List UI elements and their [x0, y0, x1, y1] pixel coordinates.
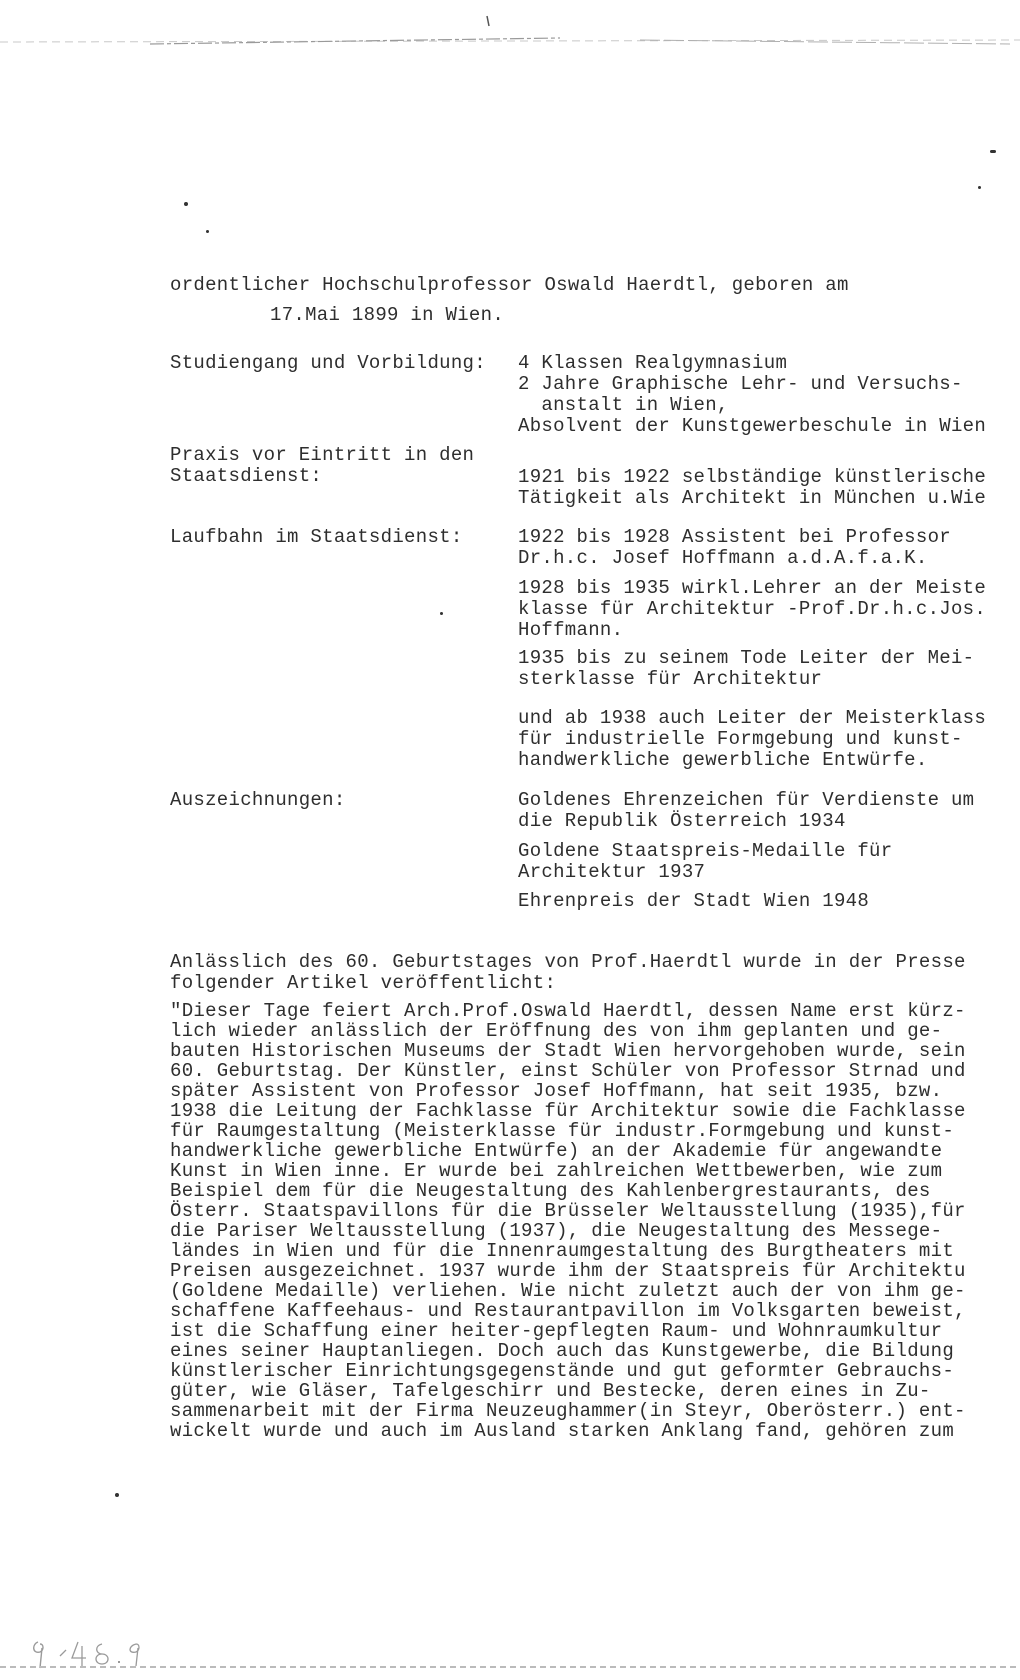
article-line: Preisen ausgezeichnet. 1937 wurde ihm der Staatspreis für Architektu [170, 1260, 966, 1282]
article-line: die Pariser Weltausstellung (1937), die Neugestaltung des Messege- [170, 1220, 943, 1242]
article-line: Beispiel dem für die Neugestaltung des Kahlenbergrestaurants, des [170, 1180, 931, 1202]
article-line: eines seiner Hauptanliegen. Doch auch das Kunstgewerbe, die Bildung [170, 1340, 955, 1362]
laufbahn-line: und ab 1938 auch Leiter der Meisterklass [518, 707, 987, 729]
article-line: sammenarbeit mit der Firma Neuzeughammer(in Steyr, Oberösterr.) ent- [170, 1400, 966, 1422]
praxis-line: 1921 bis 1922 selbständige künstlerische [518, 466, 987, 488]
studiengang-line: anstalt in Wien, [518, 394, 729, 416]
article-line: ländes in Wien und für die Innenraumgestaltung des Burgtheaters mit [170, 1240, 955, 1262]
laufbahn-line: Dr.h.c. Josef Hoffmann a.d.A.f.a.K. [518, 547, 928, 569]
article-line: später Assistent von Professor Josef Hoffmann, hat seit 1935, bzw. [170, 1080, 943, 1102]
laufbahn-line: 1922 bis 1928 Assistent bei Professor [518, 526, 951, 548]
article-line: wickelt wurde und auch im Ausland starken Anklang fand, gehören zum [170, 1420, 955, 1442]
auszeichnung-line: Goldene Staatspreis-Medaille für [518, 840, 893, 862]
label-praxis: Staatsdienst: [170, 465, 323, 487]
label-laufbahn: Laufbahn im Staatsdienst: [170, 526, 463, 548]
laufbahn-line: Hoffmann. [518, 619, 624, 641]
label-praxis: Praxis vor Eintritt in den [170, 444, 475, 466]
studiengang-line: 2 Jahre Graphische Lehr- und Versuchs- [518, 373, 963, 395]
laufbahn-line: 1928 bis 1935 wirkl.Lehrer an der Meiste [518, 577, 987, 599]
laufbahn-line: klasse für Architektur -Prof.Dr.h.c.Jos. [518, 598, 987, 620]
article-line: bauten Historischen Museums der Stadt Wien hervorgehoben wurde, sein [170, 1040, 966, 1062]
intro-line: Anlässlich des 60. Geburtstages von Prof.Haerdtl wurde in der Presse [170, 951, 966, 973]
auszeichnung-line: Architektur 1937 [518, 861, 706, 883]
scan-speck [184, 202, 188, 206]
auszeichnung-line: Ehrenpreis der Stadt Wien 1948 [518, 890, 870, 912]
scan-speck [115, 1493, 119, 1497]
article-line: 1938 die Leitung der Fachklasse für Architektur sowie die Fachklasse [170, 1100, 966, 1122]
article-line: 60. Geburtstag. Der Künstler, einst Schüler von Professor Strnad und [170, 1060, 966, 1082]
article-line: (Goldene Medaille) verliehen. Wie nicht zuletzt auch der von ihm ge- [170, 1280, 966, 1302]
header-line-2: 17.Mai 1899 in Wien. [270, 304, 505, 326]
header-line-1: ordentlicher Hochschulprofessor Oswald Haerdtl, geboren am [170, 274, 849, 296]
auszeichnung-line: die Republik Österreich 1934 [518, 810, 846, 832]
studiengang-line: 4 Klassen Realgymnasium [518, 352, 788, 374]
label-studiengang: Studiengang und Vorbildung: [170, 352, 486, 374]
praxis-line: Tätigkeit als Architekt in München u.Wie [518, 487, 987, 509]
auszeichnung-line: Goldenes Ehrenzeichen für Verdienste um [518, 789, 975, 811]
article-line: für Raumgestaltung (Meisterklasse für industr.Formgebung und kunst- [170, 1120, 955, 1142]
scan-speck [978, 186, 981, 189]
laufbahn-line: sterklasse für Architektur [518, 668, 823, 690]
article-line: Kunst in Wien inne. Er wurde bei zahlreichen Wettbewerben, wie zum [170, 1160, 943, 1182]
article-line: handwerkliche gewerbliche Entwürfe) an der Akademie für angewandte [170, 1140, 943, 1162]
laufbahn-line: für industrielle Formgebung und kunst- [518, 728, 963, 750]
scan-speck [440, 612, 443, 615]
article-line: schaffene Kaffeehaus- und Restaurantpavillon im Volksgarten beweist, [170, 1300, 966, 1322]
label-auszeichnungen: Auszeichnungen: [170, 789, 346, 811]
article-line: Österr. Staatspavillons für die Brüsseler Weltausstellung (1935),für [170, 1200, 966, 1222]
scan-speck [206, 230, 209, 233]
article-line: künstlerischer Einrichtungsgegenstände und gut geformter Gebrauchs- [170, 1360, 955, 1382]
laufbahn-line: 1935 bis zu seinem Tode Leiter der Mei- [518, 647, 975, 669]
studiengang-line: Absolvent der Kunstgewerbeschule in Wien [518, 415, 987, 437]
article-line: lich wieder anlässlich der Eröffnung des von ihm geplanten und ge- [170, 1020, 943, 1042]
scan-speck [990, 150, 996, 153]
article-line: ist die Schaffung einer heiter-gepflegten Raum- und Wohnraumkultur [170, 1320, 943, 1342]
bottom-scan-edge [0, 1666, 1020, 1668]
top-scan-edge-marks [0, 10, 1020, 50]
article-line: güter, wie Gläser, Tafelgeschirr und Bestecke, deren eines in Zu- [170, 1380, 931, 1402]
intro-line: folgender Artikel veröffentlicht: [170, 972, 557, 994]
laufbahn-line: handwerkliche gewerbliche Entwürfe. [518, 749, 928, 771]
article-line: "Dieser Tage feiert Arch.Prof.Oswald Haerdtl, dessen Name erst kürz- [170, 1000, 966, 1022]
